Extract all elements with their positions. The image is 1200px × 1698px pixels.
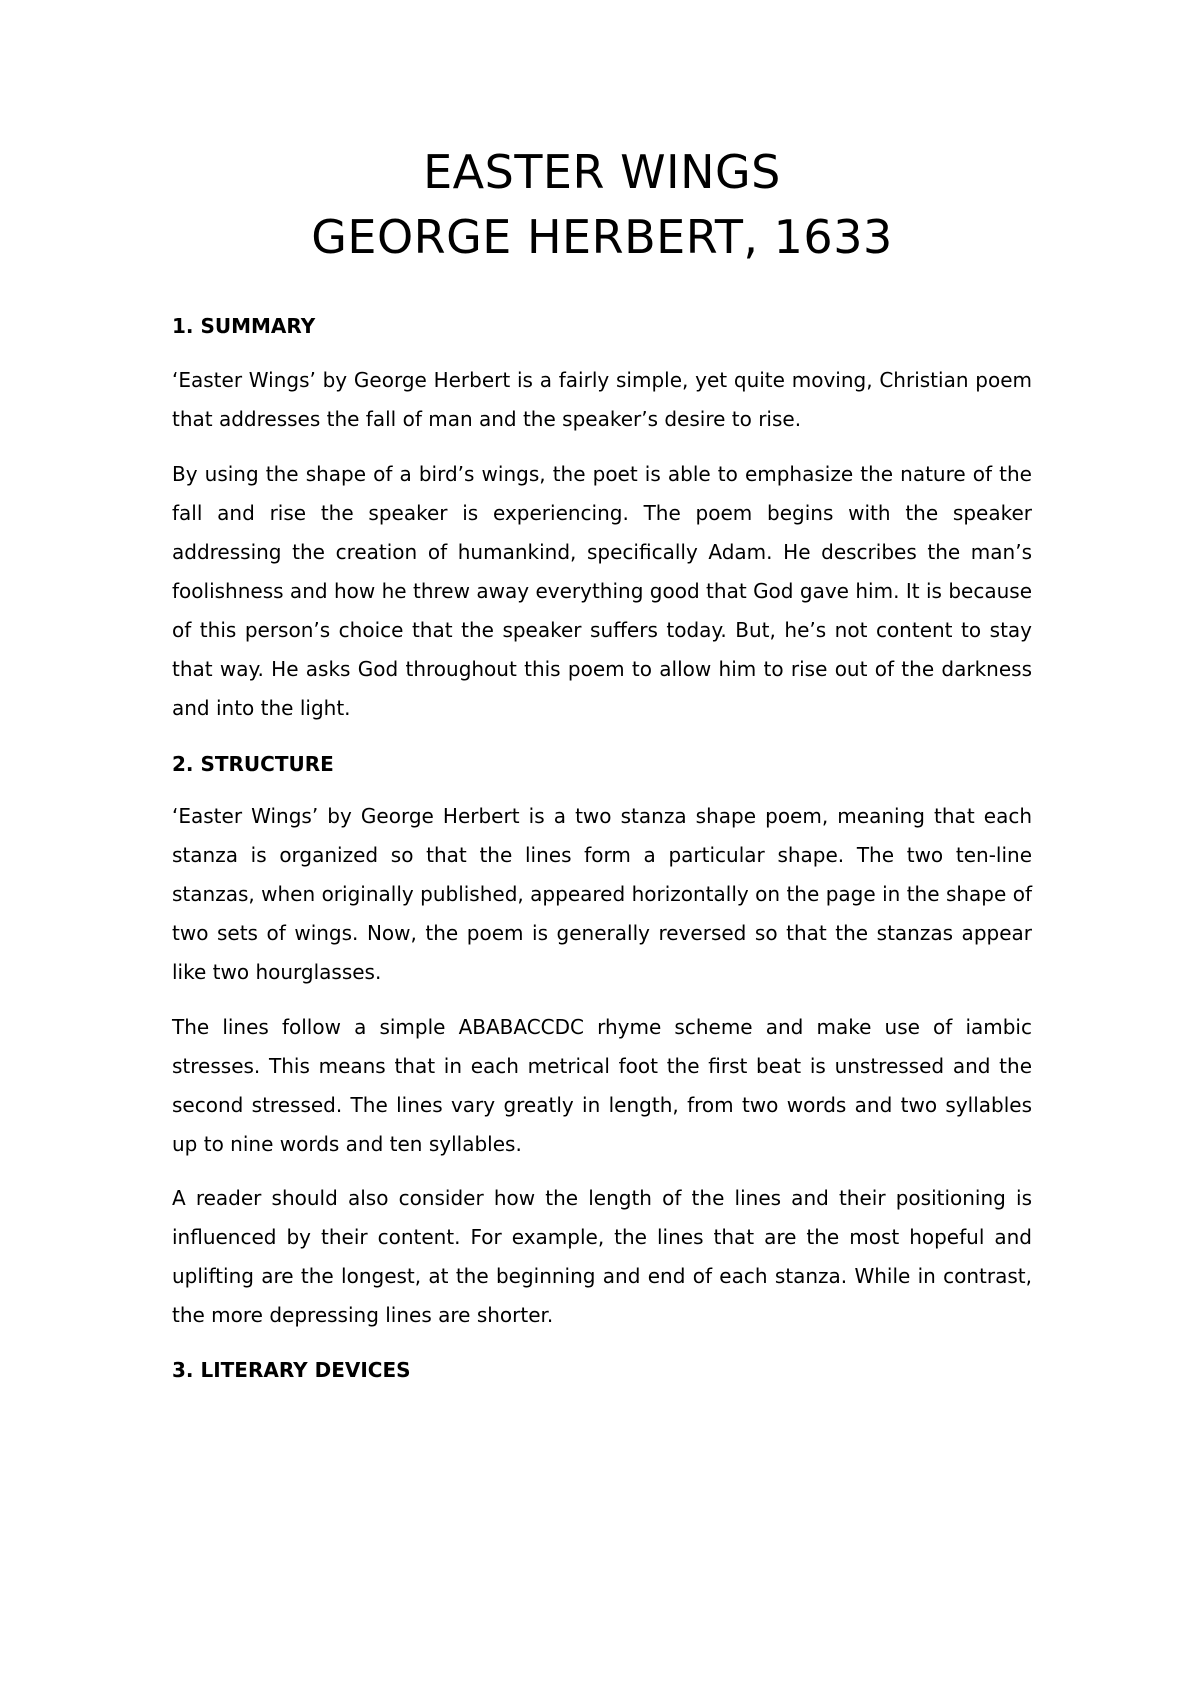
summary-paragraph-1: ‘Easter Wings’ by George Herbert is a fairly simple, yet quite moving, Christian poem that addresses the fall of man and the speaker’s desire to rise.	[172, 368, 1032, 431]
document-title	[172, 140, 1032, 270]
title-line-1: EASTER WINGS	[423, 145, 781, 199]
title-line-2: GEORGE HERBERT, 1633	[311, 210, 893, 264]
document-page	[172, 140, 1032, 1383]
summary-paragraph-2: By using the shape of a bird’s wings, the poet is able to emphasize the nature of the fall and rise the speaker is experiencing. The poem begins with the speaker addressing the creation of humankind, specifically Adam. He describes the man’s foolishness and how he threw away everything good that God gave him. It is because of this person’s choice that the speaker suffers today. But, he’s not content to stay that way. He asks God throughout this poem to allow him to rise out of the darkness and into the light.	[172, 462, 1032, 720]
structure-paragraph-1: ‘Easter Wings’ by George Herbert is a two stanza shape poem, meaning that each stanza is organized so that the lines form a particular shape. The two ten-line stanzas, when originally published, appeared horizontally on the page in the shape of two sets of wings. Now, the poem is generally reversed so that the stanzas appear like two hourglasses.	[172, 804, 1032, 984]
section-heading-summary: 1. SUMMARY	[172, 314, 316, 338]
structure-paragraph-3: A reader should also consider how the length of the lines and their positioning is influenced by their content. For example, the lines that are the most hopeful and uplifting are the longest, at the beginning and end of each stanza. While in contrast, the more depressing lines are shorter.	[172, 1186, 1032, 1327]
section-heading-structure: 2. STRUCTURE	[172, 752, 334, 776]
structure-paragraph-2: The lines follow a simple ABABACCDC rhyme scheme and make use of iambic stresses. This means that in each metrical foot the first beat is unstressed and the second stressed. The lines vary greatly in length, from two words and two syllables up to nine words and ten syllables.	[172, 1015, 1032, 1156]
section-heading-literary-devices: 3. LITERARY DEVICES	[172, 1358, 411, 1382]
